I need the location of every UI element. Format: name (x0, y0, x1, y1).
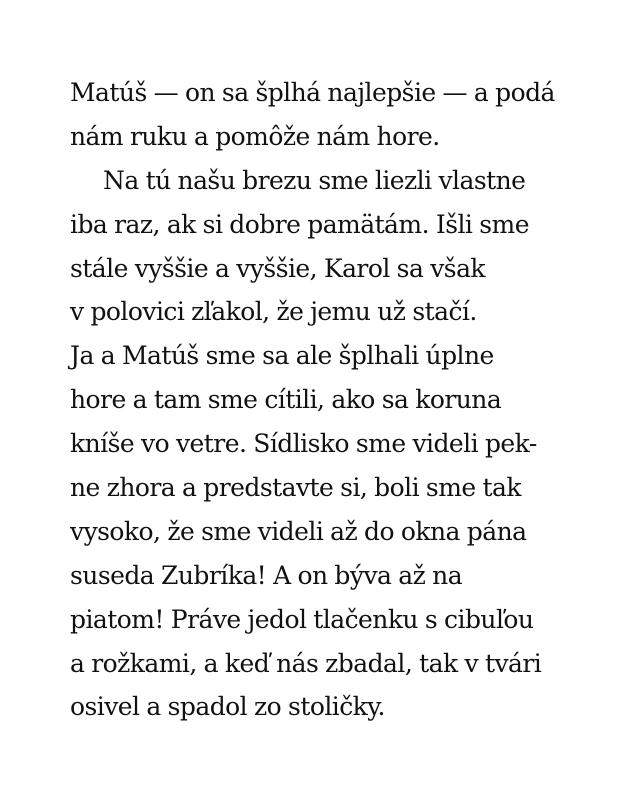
text-line: Ja a Matúš sme sa ale šplhali úplne (70, 341, 494, 371)
text-line: vysoko, že sme videli až do okna pána (70, 516, 527, 546)
text-line: osivel a spadol zo stoličky. (70, 692, 385, 722)
text-line: nám ruku a pomôže nám hore. (70, 121, 440, 151)
text-line: suseda Zubríka! A on býva až na (70, 560, 463, 590)
text-line: kníše vo vetre. Sídlisko sme videli pek- (70, 429, 537, 459)
text-line: Matúš — on sa šplhá najlepšie — a podá (70, 78, 555, 107)
story-paragraphs (70, 71, 610, 729)
text-line: iba raz, ak si dobre pamätám. Išli sme (70, 209, 529, 239)
text-line: a rožkami, a keď nás zbadal, tak v tvári (70, 648, 542, 678)
text-line: v polovici zľakol, že jemu už stačí. (70, 297, 477, 327)
text-line: piatom! Práve jedol tlačenku s cibuľou (70, 604, 534, 634)
text-line: hore a tam sme cítili, ako sa koruna (70, 385, 502, 415)
text-line-paragraph-start: Na tú našu brezu sme liezli vlastne (103, 165, 526, 195)
text-line: stále vyššie a vyššie, Karol sa však (70, 253, 486, 283)
text-line: ne zhora a predstavte si, boli sme tak (70, 473, 521, 503)
